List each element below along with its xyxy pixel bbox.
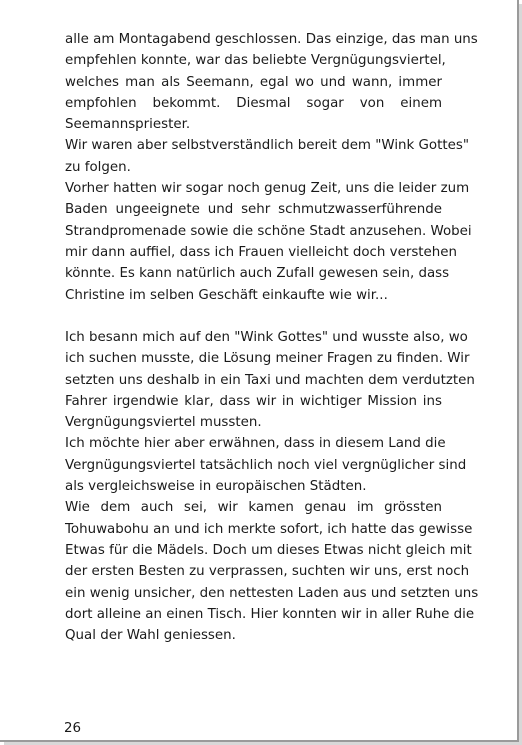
text-line: Vergnügungsviertel mussten.: [65, 415, 262, 431]
text-line: Vorher hatten wir sogar noch genug Zeit, uns die leider zum: [65, 181, 470, 197]
text-line: empfohlen bekommt. Diesmal sogar von einem: [65, 95, 442, 111]
text-line: Baden ungeeignete und sehr schmutzwasserführende: [65, 202, 442, 218]
text-line: setzten uns deshalb in ein Taxi und machten dem verdutzten: [65, 372, 475, 388]
paragraph-1: [65, 29, 478, 135]
text-line: empfehlen konnte, war das beliebte Vergnügungsviertel,: [65, 53, 446, 69]
text-line: Ich möchte hier aber erwähnen, dass in diesem Land die: [65, 436, 446, 452]
text-line: könnte. Es kann natürlich auch Zufall gewesen sein, dass: [65, 266, 450, 282]
text-line: Fahrer irgendwie klar, dass wir in wichtiger Mission ins: [65, 393, 442, 409]
text-line: Etwas für die Mädels. Doch um dieses Etwas nicht gleich mit: [65, 542, 472, 558]
text-line: der ersten Besten zu verprassen, suchten wir uns, erst noch: [65, 564, 470, 580]
paragraph-2: [65, 135, 470, 178]
text-line: mir dann auffiel, dass ich Frauen vielleicht doch verstehen: [65, 244, 458, 260]
text-line: ein wenig unsicher, den nettesten Laden aus und setzten uns: [65, 585, 479, 601]
text-line: Tohuwabohu an und ich merkte sofort, ich hatte das gewisse: [65, 521, 473, 537]
text-line: Wir waren aber selbstverständlich bereit dem "Wink Gottes": [65, 138, 470, 154]
text-line: ich suchen musste, die Lösung meiner Fragen zu finden. Wir: [65, 351, 470, 367]
text-line: Strandpromenade sowie die schöne Stadt anzusehen. Wobei: [65, 223, 472, 239]
text-line: zu folgen.: [65, 159, 131, 175]
text-line: welches man als Seemann, egal wo und wann, immer: [65, 74, 442, 90]
text-line: Ich besann mich auf den "Wink Gottes" und wusste also, wo: [65, 330, 468, 345]
text-line: als vergleichsweise in europäischen Städten.: [65, 479, 367, 495]
text-line: Qual der Wahl geniessen.: [65, 628, 236, 644]
text-line: dort alleine an einen Tisch. Hier konnten wir in aller Ruhe die: [65, 606, 475, 622]
page-number: 26: [64, 721, 82, 736]
paragraph-5: [65, 433, 467, 497]
text-section-2: [65, 327, 479, 646]
text-section-1: [65, 29, 478, 306]
paragraph-4: [65, 327, 475, 433]
paragraph-6: [65, 497, 479, 646]
paragraph-3: [65, 178, 472, 306]
text-line: Seemannspriester.: [65, 117, 191, 133]
text-line: Christine im selben Geschäft einkaufte wie wir...: [65, 287, 388, 303]
text-line: alle am Montagabend geschlossen. Das einzige, das man uns: [65, 32, 478, 47]
text-line: Vergnügungsviertel tatsächlich noch viel vergnüglicher sind: [65, 457, 467, 473]
text-line: Wie dem auch sei, wir kamen genau im grössten: [65, 500, 442, 516]
